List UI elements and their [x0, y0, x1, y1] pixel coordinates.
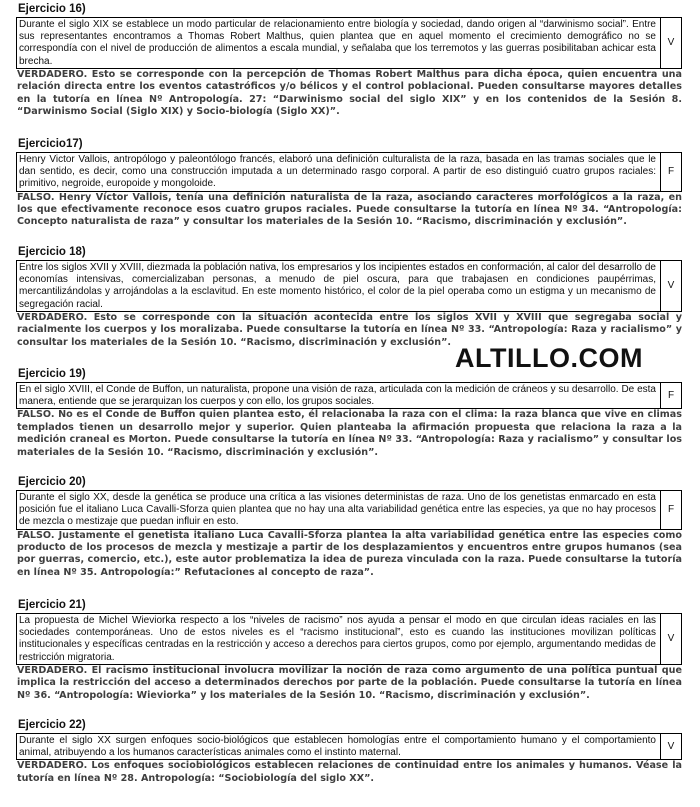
altillo-logo: ALTILLO.COM — [455, 343, 643, 373]
exercise-title: Ejercicio 20) — [18, 476, 86, 488]
exercise-18 — [16, 246, 682, 349]
answer-cell: F — [660, 383, 681, 408]
question-box — [16, 613, 682, 665]
explanation-text: VERDADERO. El racismo institucional involucra movilizar la noción de raza como argumento de una política puntual que implica la restricción del acceso a determinados derechos por parte de la población. Puede consultarse la tutoría en línea Nº 36. “Antropología: Wieviorka” y los materiales de la Sesión 10. “Racismo, discriminación y exclusión”. — [17, 664, 682, 701]
question-text: Durante el siglo XX, desde la genética se produce una crítica a las visiones deterministas de raza. Uno de los genetistas enmarcado en esta posición fue el italiano Luca Cavalli-Sforza quien plantea que no hay una alta variabilidad genética entre las especies, ya que no hay procesos de mezcla o mestizaje que puedan influir en esto. — [19, 492, 656, 528]
answer-cell: V — [660, 261, 681, 311]
exercise-21 — [16, 599, 682, 702]
explanation-text: FALSO. Justamente el genetista italiano Luca Cavalli-Sforza plantea la alta variabilidad genética entre las especies como producto de los procesos de mezcla y mestizaje a partir de los desplazamientos y encuentros entre grupos humanos (sea por guerras, comercio, etc.), este autor problematiza la idea de pureza vinculada con la raza. Puede consultarse la tutoría en línea Nº 35. Antropología:” Refutaciones al concepto de raza”. — [17, 529, 682, 578]
question-text: Entre los siglos XVII y XVIII, diezmada la población nativa, los empresarios y los incipientes estados en conformación, al calor del desarrollo de economías intensivas, comercializaban personas, a menudo de piel oscura, para que trabajasen en condiciones paupérrimas, mercantilizándolas y arrojándolas a la esclavitud. En este momento histórico, el color de la piel operaba como un estigma y un mecanismo de segregación racial. — [19, 262, 656, 310]
question-box — [16, 490, 682, 530]
explanation-text: FALSO. No es el Conde de Buffon quien plantea esto, él relacionaba la raza con el clima: la raza blanca que vive en climas templados tienen un desarrollo mejor y superior. Quien planteaba la afirmación propuesta que relaciona la raza a la medición craneal es Morton. Puede consultarse la tutoría en línea Nº 33. “Antropología: Raza y racialismo” y consultar los materiales de la Sesión 10. “Racismo, discriminación y exclusión”. — [17, 409, 682, 458]
question-box — [16, 260, 682, 312]
exercise-title: Ejercicio 18) — [18, 246, 86, 258]
question-text: Durante el siglo XX surgen enfoques socio-biológicos que establecen homologías entre el comportamiento humano y el comportamiento animal, atribuyendo a los humanos características animales como el instinto maternal. — [19, 735, 656, 759]
answer-cell: F — [660, 491, 681, 529]
exercise-20 — [16, 476, 682, 579]
answer-cell: V — [660, 18, 681, 68]
question-text: La propuesta de Michel Wieviorka respecto a los “niveles de racismo” nos ayuda a pensar el modo en que circulan ideas raciales en las sociedades contemporáneas. Uno de estos niveles es el “racismo institucional”, esto es cuando las instituciones movilizan políticas institucionales y específicas centradas en la restricción y acceso a derechos para ciertos grupos, como por ejemplo, argumentando medidas de restricción migratoria. — [19, 615, 656, 663]
explanation-text: FALSO. Henry Víctor Vallois, tenía una definición naturalista de la raza, asociando caracteres morfológicos a la raza, en los que efectivamente reconoce esos cuatro grupos raciales. Puede consultarse la tutoría en línea Nº 34. “Antropología: Concepto naturalista de raza” y consultar los materiales de la Sesión 10. “Racismo, discriminación y exclusión”. — [17, 191, 682, 228]
question-box — [16, 382, 682, 409]
exercise-17 — [16, 138, 682, 229]
question-text: Henry Victor Vallois, antropólogo y paleontólogo francés, elaboró una definición culturalista de la raza, basada en las tramas sociales que le dan sentido, es decir, como una construcción imputada a un determinado rasgo corporal. A partir de eso distinguió cuatro grupos raciales: primitivo, negroide, europoide y mongoloide. — [19, 154, 656, 190]
question-box — [16, 733, 682, 760]
explanation-text: VERDADERO. Esto se corresponde con la percepción de Thomas Robert Malthus para dicha época, quien encuentra una relación directa entre los eventos catastróficos y/o bélicos y el control poblacional. Pueden consultarse mayores detalles en la tutoría en línea Nº Antropología. 27: “Darwinismo social del siglo XIX” y en los contenidos de la Sesión 8. “Darwinismo Social (Siglo XIX) y Socio-biología (Siglo XX)”. — [17, 68, 682, 118]
answer-cell: F — [660, 153, 681, 191]
exercise-title: Ejercicio 19) — [18, 368, 86, 380]
exercise-22 — [16, 719, 682, 785]
exercise-title: Ejercicio 16) — [18, 3, 86, 15]
explanation-text: VERDADERO. Los enfoques sociobiológicos establecen relaciones de continuidad entre los animales y humanos. Véase la tutoría en línea Nº 28. Antropología: “Sociobiología del siglo XX”. — [17, 760, 682, 784]
exercise-title: Ejercicio 21) — [18, 599, 86, 611]
question-text: Durante el siglo XIX se establece un modo particular de relacionamiento entre biología y sociedad, dando origen al “darwinismo social”. Entre sus representantes encontramos a Thomas Robert Malthus, quien plantea que en aquel momento el crecimiento demográfico no se correspondía con el nivel de producción de alimentos a escala mundial, y señalaba que los terremotos y las guerras posibilitaban achicar esta brecha. — [19, 19, 656, 67]
question-text: En el siglo XVIII, el Conde de Buffon, un naturalista, propone una visión de raza, articulada con la medición de cráneos y su desarrollo. De esta manera, entiende que se jerarquizan los cuerpos y con ello, los grupos sociales. — [19, 384, 656, 408]
exercise-16 — [16, 3, 682, 118]
exercise-title: Ejercicio 22) — [18, 719, 86, 731]
answer-cell: V — [660, 614, 681, 664]
explanation-text: VERDADERO. Esto se corresponde con la situación acontecida entre los siglos XVII y XVIII que segregaba social y racialmente los cuerpos y los moralizaba. Puede consultarse la tutoría en línea Nº 33. “Antropología: Raza y racialismo” y consultar los materiales de la Sesión 10. “Racismo, discriminación y exclusión”. — [17, 311, 682, 348]
question-box — [16, 152, 682, 192]
answer-cell: V — [660, 734, 681, 759]
question-box — [16, 17, 682, 69]
exercise-19 — [16, 368, 682, 459]
exercise-title: Ejercicio17) — [18, 138, 83, 150]
